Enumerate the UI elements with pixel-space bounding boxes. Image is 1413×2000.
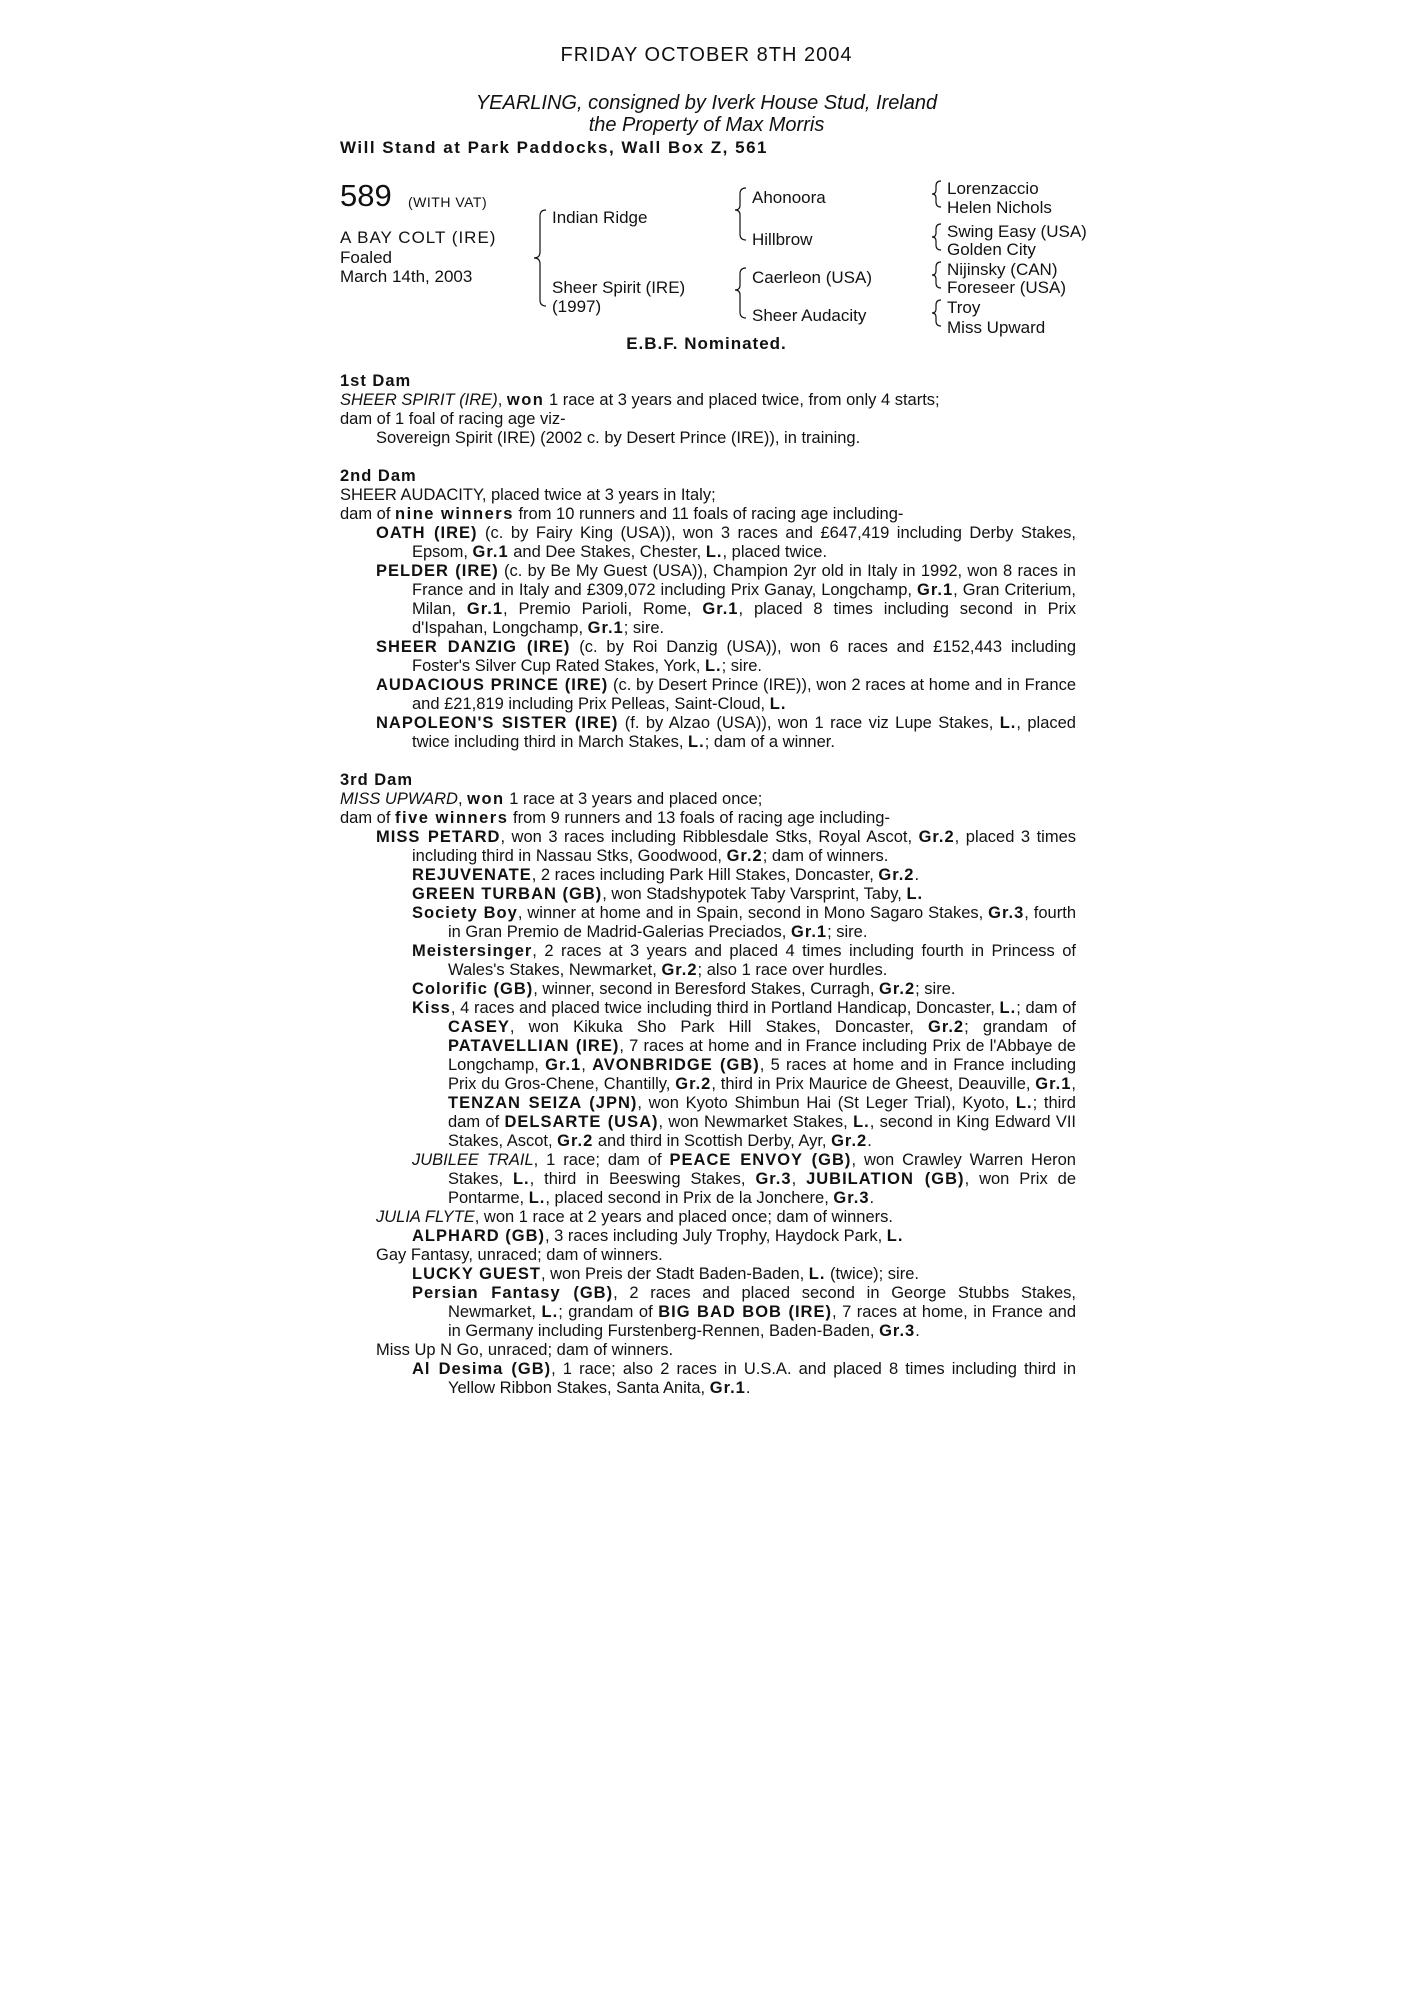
entry-text: , won Preis der Stadt Baden-Baden, <box>540 1265 809 1283</box>
grandsire-line-7: Troy <box>947 298 981 317</box>
entry-text: , 1 race; dam of <box>533 1151 670 1169</box>
entry-text: (c. by Be My Guest (USA)), Champion 2yr old in Italy in 1992, won 8 races in France and in Italy and £309,072 including Prix Ganay, Longchamp, <box>412 562 1076 599</box>
entry-text: , <box>1071 1075 1076 1093</box>
entry-text: ; sire. <box>623 619 665 637</box>
entry-text: , third in Beeswing Stakes, <box>529 1170 756 1188</box>
entry-text: , Gran Criterium, Milan, <box>412 581 1076 618</box>
first-dam-race-record: 1 race at 3 years and placed twice, from only 4 starts; <box>544 391 940 409</box>
horse-name: NAPOLEON'S SISTER (IRE) <box>376 714 619 732</box>
first-dam-record: SHEER SPIRIT (IRE), won 1 race at 3 years and placed twice, from only 4 starts; <box>340 391 940 409</box>
entry-text: , placed twice including third in March Stakes, <box>412 714 1076 751</box>
entry-text: , won 3 races including Ribblesdale Stks, Royal Ascot, <box>500 828 919 846</box>
grandsire-line-8: Miss Upward <box>947 318 1046 337</box>
produce-entry <box>340 676 1076 714</box>
grade: Gr.2 <box>675 1075 712 1093</box>
horse-name: REJUVENATE <box>412 866 532 884</box>
entry-text: (c. by Roi Danzig (USA)), won 6 races and £152,443 including Foster's Silver Cup Rated Stakes, York, <box>412 638 1076 675</box>
entry-text: , won Prix de Pontarme, <box>448 1170 1077 1207</box>
entry-text: , winner at home and in Spain, second in Mono Sagaro Stakes, <box>517 904 989 922</box>
listed: L. <box>704 657 722 675</box>
ebf-nominated: E.B.F. Nominated. <box>626 334 787 353</box>
produce-entry <box>340 1284 1076 1341</box>
grade: Gr.1 <box>917 581 954 599</box>
produce-entry <box>340 1360 1076 1398</box>
entry-text: ; sire. <box>721 657 762 675</box>
produce-entry: Gay Fantasy, unraced; dam of winners. <box>376 1246 663 1264</box>
entry-text: , 2 races at 3 years and placed 4 times including fourth in Princess of Wales's Stakes, Newmarket, <box>448 942 1076 979</box>
entry-text: , placed 8 times including second in Prix d'Ispahan, Longchamp, <box>412 600 1076 637</box>
grade: Gr.3 <box>833 1189 870 1207</box>
entry-text: , <box>581 1056 593 1074</box>
grade: Gr.1 <box>545 1056 582 1074</box>
produce-entry <box>340 942 1076 980</box>
entry-text: , second in King Edward VII Stakes, Ascot, <box>448 1113 1077 1150</box>
entry-text: , won 1 race at 2 years and placed once; dam of winners. <box>474 1208 893 1226</box>
entry-text: , placed 3 times including third in Nassau Stks, Goodwood, <box>412 828 1076 865</box>
dam-dam: Sheer Audacity <box>752 306 867 325</box>
entry-text: . <box>869 1189 875 1207</box>
listed: L. <box>999 714 1017 732</box>
entry-text: . <box>867 1132 872 1150</box>
entry-text: , 2 races and placed second in George Stubbs Stakes, Newmarket, <box>448 1284 1076 1321</box>
entry-text: ; third dam of <box>448 1094 1076 1131</box>
horse-name: PEACE ENVOY (GB) <box>669 1151 852 1169</box>
horse-name: MISS PETARD <box>376 828 501 846</box>
third-dam-produce <box>340 809 1076 828</box>
grade: Gr.2 <box>878 866 915 884</box>
third-dam-record: MISS UPWARD, won 1 race at 3 years and placed once; <box>340 790 763 808</box>
grade: Gr.2 <box>918 828 955 846</box>
grade: Gr.1 <box>1035 1075 1072 1093</box>
grandsire-line-5: Nijinsky (CAN) <box>947 260 1058 279</box>
entry-text: , won Crawley Warren Heron Stakes, <box>448 1151 1076 1188</box>
produce-entry <box>340 980 1076 999</box>
horse-name: Colorific (GB) <box>412 980 534 998</box>
produce-entry <box>340 1265 1076 1284</box>
grade: Gr.2 <box>831 1132 868 1150</box>
produce-entry <box>340 714 1076 752</box>
horse-name: DELSARTE (USA) <box>504 1113 659 1131</box>
grade: Gr.1 <box>790 923 828 941</box>
grade: Gr.2 <box>557 1132 594 1150</box>
grade: Gr.1 <box>709 1379 746 1397</box>
third-dam-section <box>340 771 1076 1398</box>
dam-of-text: dam of <box>340 505 396 523</box>
listed: L. <box>906 885 924 903</box>
grandsire-line-6: Foreseer (USA) <box>947 278 1067 297</box>
first-dam-heading: 1st Dam <box>340 372 412 390</box>
entry-text: and third in Scottish Derby, Ayr, <box>593 1132 832 1150</box>
sire-dam: Hillbrow <box>752 230 813 249</box>
horse-name: JUBILEE TRAIL <box>412 1151 534 1169</box>
produce-entry <box>340 904 1076 942</box>
listed: L. <box>1015 1094 1033 1112</box>
entry-text: , placed second in Prix de la Jonchere, <box>545 1189 834 1207</box>
horse-name: AUDACIOUS PRINCE (IRE) <box>376 676 609 694</box>
produce-summary: from 10 runners and 11 foals of racing age including- <box>513 505 904 523</box>
produce-entry <box>340 1227 1076 1246</box>
listed: L. <box>853 1113 870 1131</box>
entry-text: , won Stadshypotek Taby Varsprint, Taby, <box>602 885 907 903</box>
first-dam-foal: Sovereign Spirit (IRE) (2002 c. by Desert Prince (IRE)), in training. <box>376 429 861 447</box>
dam-year: (1997) <box>552 297 602 316</box>
horse-name: JULIA FLYTE <box>376 1208 475 1226</box>
entry-text: , won Kikuka Sho Park Hill Stakes, Doncaster, <box>509 1018 928 1036</box>
produce-entry <box>340 524 1076 562</box>
horse-name: JUBILATION (GB) <box>806 1170 965 1188</box>
foaled-label: Foaled <box>340 248 392 267</box>
lot-number: 589 <box>340 178 392 213</box>
vat-note: (WITH VAT) <box>408 194 488 210</box>
horse-name: LUCKY GUEST <box>412 1265 541 1283</box>
entry-text: ; also 1 race over hurdles. <box>697 961 888 979</box>
listed: L. <box>541 1303 559 1321</box>
sire-sire: Ahonoora <box>752 188 826 207</box>
bracket-sd <box>932 224 941 250</box>
grade: Gr.2 <box>726 847 763 865</box>
grandsire-line-3: Swing Easy (USA) <box>947 222 1087 241</box>
catalogue-body <box>340 372 1076 1417</box>
pedigree-brackets <box>0 0 1413 360</box>
entry-text: ; dam of a winner. <box>704 733 835 751</box>
stand-location: Will Stand at Park Paddocks, Wall Box Z, 561 <box>340 138 768 157</box>
horse-name: ALPHARD (GB) <box>412 1227 545 1245</box>
entry-text: . <box>745 1379 751 1397</box>
listed: L. <box>769 695 787 713</box>
bracket-ds <box>932 262 941 288</box>
entry-text: . <box>915 1322 920 1340</box>
bracket-sire <box>735 188 746 240</box>
produce-entry: Miss Up N Go, unraced; dam of winners. <box>376 1341 674 1359</box>
second-dam-section <box>340 467 1076 752</box>
consignor-line: YEARLING, consigned by Iverk House Stud, Ireland <box>475 92 938 114</box>
entry-text: , 3 races including July Trophy, Haydock Park, <box>545 1227 887 1245</box>
listed: L. <box>528 1189 546 1207</box>
listed: L. <box>512 1170 530 1188</box>
produce-entry <box>340 866 1076 885</box>
entry-text: , third in Prix Maurice de Gheest, Deauville, <box>711 1075 1036 1093</box>
entry-text: ; sire. <box>915 980 956 998</box>
listed: L. <box>705 543 723 561</box>
grandsire-line-1: Lorenzaccio <box>947 179 1039 198</box>
entry-text: ; grandam of <box>558 1303 659 1321</box>
horse-name: OATH (IRE) <box>376 524 478 542</box>
bracket-parents <box>534 210 546 306</box>
horse-name: PATAVELLIAN (IRE) <box>448 1037 620 1055</box>
grade: Gr.3 <box>755 1170 792 1188</box>
horse-name: Society Boy <box>412 904 518 922</box>
entry-text: , fourth in Gran Premio de Madrid-Galerias Preciados, <box>448 904 1076 941</box>
entry-text: ; dam of winners. <box>762 847 889 865</box>
entry-text: . <box>914 866 920 884</box>
horse-name: SHEER DANZIG (IRE) <box>376 638 571 656</box>
won-word: won <box>506 391 545 409</box>
entry-text: , placed twice. <box>722 543 828 561</box>
produce-entry <box>340 999 1076 1151</box>
horse-name: BIG BAD BOB (IRE) <box>658 1303 832 1321</box>
grandsire-line-2: Helen Nichols <box>947 198 1052 217</box>
produce-entry <box>340 638 1076 676</box>
sale-date: FRIDAY OCTOBER 8TH 2004 <box>560 44 853 66</box>
entry-text: , 5 races at home and in France including Prix du Gros-Chene, Chantilly, <box>448 1056 1076 1093</box>
listed: L. <box>999 999 1017 1017</box>
entry-text: (f. by Alzao (USA)), won 1 race viz Lupe Stakes, <box>618 714 1000 732</box>
listed: L. <box>808 1265 826 1283</box>
produce-entry <box>340 562 1076 638</box>
entry-text: ; grandam of <box>964 1018 1076 1036</box>
entry-text: , <box>791 1170 807 1188</box>
bracket-ss <box>932 181 941 207</box>
grandsire-line-4: Golden City <box>947 240 1036 259</box>
entry-text: (c. by Desert Prince (IRE)), won 2 races at home and in France and £21,819 including Prix Pelleas, Saint-Cloud, <box>412 676 1077 713</box>
produce-entry <box>340 828 1076 866</box>
second-dam-heading: 2nd Dam <box>340 467 417 485</box>
horse-name: Al Desima (GB) <box>412 1360 552 1378</box>
first-dam-name: SHEER SPIRIT (IRE) <box>340 391 498 409</box>
grade: Gr.1 <box>587 619 624 637</box>
entry-text: (c. by Fairy King (USA)), won 3 races and £647,419 including Derby Stakes, Epsom, <box>412 524 1076 561</box>
entry-text: ; sire. <box>827 923 868 941</box>
first-dam-section <box>340 372 1076 448</box>
grade: Gr.3 <box>879 1322 916 1340</box>
horse-name: TENZAN SEIZA (JPN) <box>448 1094 638 1112</box>
horse-name: CASEY <box>448 1018 510 1036</box>
lot-description: A BAY COLT (IRE) <box>340 228 497 247</box>
property-line: the Property of Max Morris <box>588 114 825 136</box>
grade: Gr.2 <box>879 980 916 998</box>
third-dam-heading: 3rd Dam <box>340 771 414 789</box>
entry-text: , won Newmarket Stakes, <box>658 1113 854 1131</box>
horse-name: Persian Fantasy (GB) <box>412 1284 614 1302</box>
dam-name: Sheer Spirit (IRE) <box>552 278 686 297</box>
dam-sire: Caerleon (USA) <box>752 268 872 287</box>
horse-name: PELDER (IRE) <box>376 562 499 580</box>
entry-text: (twice); sire. <box>825 1265 919 1283</box>
listed: L. <box>688 733 705 751</box>
listed: L. <box>886 1227 904 1245</box>
entry-text: ; dam of <box>1016 999 1076 1017</box>
produce-entry <box>340 1208 1076 1227</box>
entry-text: , 2 races including Park Hill Stakes, Doncaster, <box>531 866 879 884</box>
foal-date: March 14th, 2003 <box>340 267 473 286</box>
grade: Gr.2 <box>661 961 698 979</box>
winners-count: nine winners <box>395 505 514 523</box>
sire: Indian Ridge <box>552 208 648 227</box>
produce-entry <box>340 885 1076 904</box>
entry-text: , 7 races at home, in France and in Germany including Furstenberg-Rennen, Baden-Baden, <box>448 1303 1076 1340</box>
bracket-dam <box>735 268 746 318</box>
dam-of-text: dam of <box>340 809 396 827</box>
grade: Gr.1 <box>472 543 509 561</box>
horse-name: Meistersinger <box>412 942 533 960</box>
third-dam-race-record: 1 race at 3 years and placed once; <box>504 790 763 808</box>
grade: Gr.1 <box>702 600 739 618</box>
entry-text: and Dee Stakes, Chester, <box>508 543 706 561</box>
produce-summary: from 9 runners and 13 foals of racing age including- <box>508 809 890 827</box>
grade: Gr.1 <box>466 600 503 618</box>
grade: Gr.3 <box>988 904 1025 922</box>
entry-text: , won Kyoto Shimbun Hai (St Leger Trial), Kyoto, <box>637 1094 1016 1112</box>
entry-text: , Premio Parioli, Rome, <box>503 600 703 618</box>
entry-text: , 4 races and placed twice including third in Portland Handicap, Doncaster, <box>450 999 1000 1017</box>
produce-entry <box>340 1151 1076 1208</box>
entry-text: , winner, second in Beresford Stakes, Curragh, <box>533 980 880 998</box>
horse-name: Kiss <box>412 999 451 1017</box>
entry-text: , 7 races at home and in France including Prix de l'Abbaye de Longchamp, <box>448 1037 1076 1074</box>
first-dam-produce: dam of 1 foal of racing age viz- <box>340 410 566 428</box>
second-dam-produce <box>340 505 1076 524</box>
third-dam-name: MISS UPWARD <box>340 790 458 808</box>
winners-count: five winners <box>395 809 509 827</box>
bracket-dd <box>932 300 941 326</box>
entry-text: , 1 race; also 2 races in U.S.A. and placed 8 times including third in Yellow Ribbon Stakes, Santa Anita, <box>448 1360 1076 1397</box>
horse-name: GREEN TURBAN (GB) <box>412 885 603 903</box>
second-dam-record: SHEER AUDACITY, placed twice at 3 years in Italy; <box>340 486 716 504</box>
grade: Gr.2 <box>928 1018 965 1036</box>
horse-name: AVONBRIDGE (GB) <box>592 1056 760 1074</box>
won-word: won <box>467 790 505 808</box>
